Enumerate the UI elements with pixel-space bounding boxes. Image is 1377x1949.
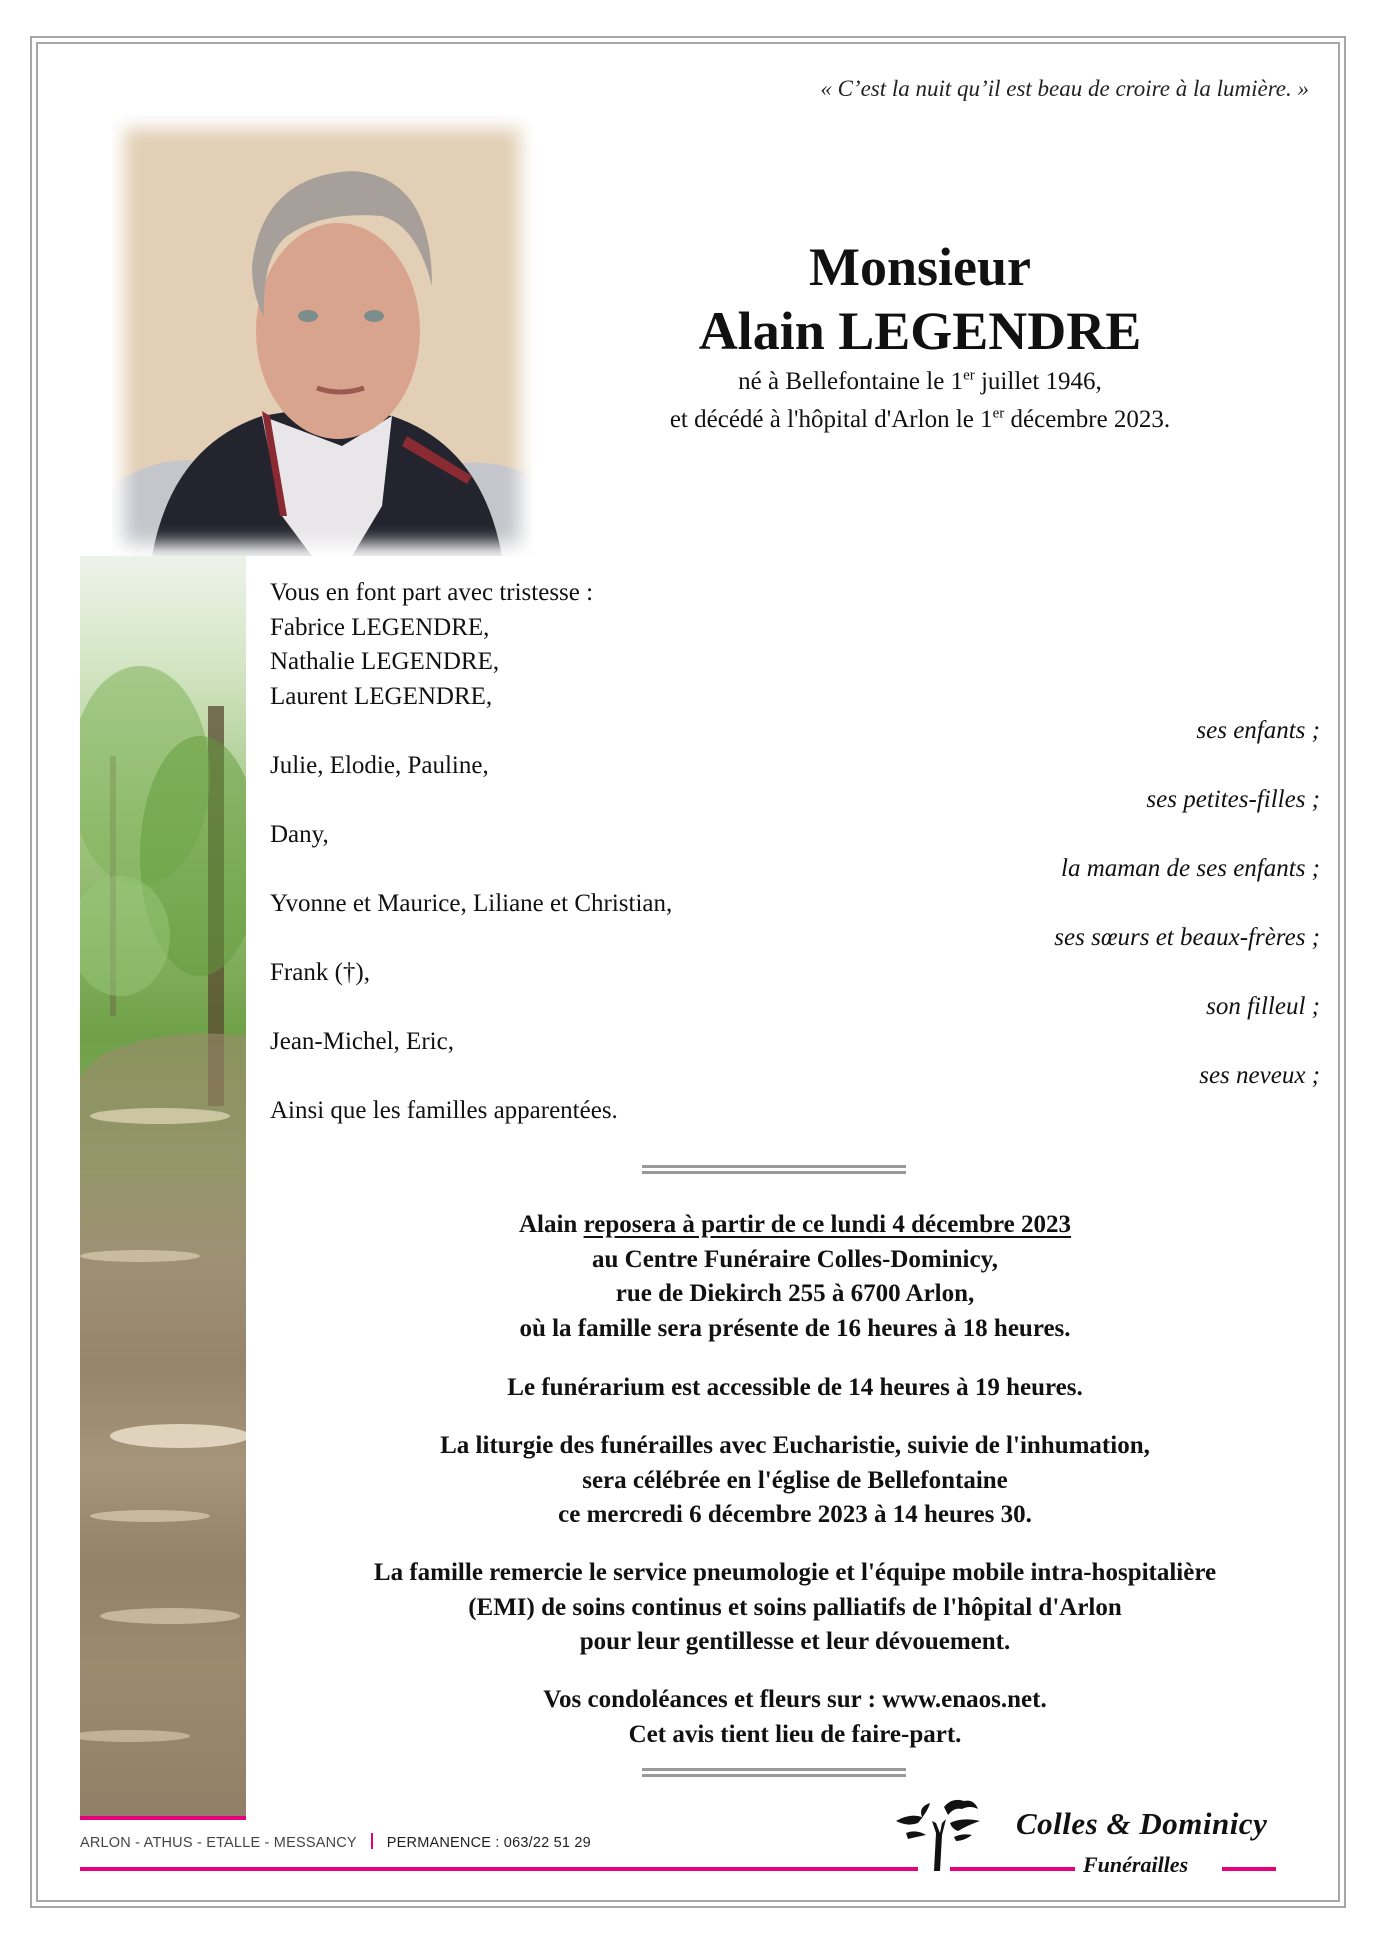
mourner-name: Yvonne et Maurice, Liliane et Christian, xyxy=(270,889,673,917)
section-divider xyxy=(642,1768,906,1777)
portrait-photo xyxy=(112,116,532,556)
footer-contact xyxy=(80,1833,591,1851)
mourner-relation: ses petites-filles ; xyxy=(1146,786,1320,813)
deceased-header xyxy=(560,235,1280,439)
mourners-intro: Vous en font part avec tristesse : xyxy=(270,579,594,606)
thanks-info: La famille remercie le service pneumologie et l'équipe mobile intra-hospitalière (EMI) de soins continus et soins palliatifs de l'hôpital d'Arlon pour leur gentillesse et leur dévouement. xyxy=(373,1559,1217,1655)
mourner-name: Julie, Elodie, Pauline, xyxy=(270,751,489,779)
mourner-relation: la maman de ses enfants ; xyxy=(1061,855,1320,882)
epigraph-quote: « C’est la nuit qu’il est beau de croire à la lumière. » xyxy=(820,76,1309,101)
mourner-name: Fabrice LEGENDRE, xyxy=(270,613,490,641)
brand-subtitle: Funérailles xyxy=(1083,1852,1189,1877)
mourners-list xyxy=(270,576,1320,1128)
mourner-relation: ses sœurs et beaux-frères ; xyxy=(1054,924,1320,951)
death-line: et décédé à l'hôpital d'Arlon le 1er décembre 2023. xyxy=(669,405,1171,433)
visitation-info: Alain reposera à partir de ce lundi 4 décembre 2023 au Centre Funéraire Colles-Dominicy, rue de Diekirch 255 à 6700 Arlon, où la famille sera présente de 16 heures à 18 heures. xyxy=(518,1211,1072,1342)
liturgy-info: La liturgie des funérailles avec Eucharistie, suivie de l'inhumation, sera célébrée en l'église de Bellefontaine ce mercredi 6 décembre 2023 à 14 heures 30. xyxy=(440,1432,1150,1528)
tree-logo-icon xyxy=(888,1793,988,1873)
mourner-relation: ses enfants ; xyxy=(1196,717,1320,744)
forest-path-image xyxy=(80,556,246,1818)
mourner-name: Dany, xyxy=(270,820,329,848)
mourner-name: Jean-Michel, Eric, xyxy=(270,1027,454,1055)
mourner-name: Laurent LEGENDRE, xyxy=(270,682,493,710)
condolences-info: Vos condoléances et fleurs sur : www.enaos.net. Cet avis tient lieu de faire-part. xyxy=(543,1686,1047,1748)
birth-line: né à Bellefontaine le 1er juillet 1946, xyxy=(738,367,1102,395)
deceased-name: Alain LEGENDRE xyxy=(698,301,1142,361)
footer-permanence: PERMANENCE : 063/22 51 29 xyxy=(386,1835,591,1851)
access-hours: Le funérarium est accessible de 14 heures à 19 heures. xyxy=(507,1374,1083,1401)
portrait-illustration xyxy=(112,116,532,556)
mourners-closing: Ainsi que les familles apparentées. xyxy=(270,1096,618,1124)
forest-accent-line xyxy=(80,1816,246,1820)
mourner-relation: ses neveux ; xyxy=(1199,1062,1320,1089)
visitation-date: reposera à partir de ce lundi 4 décembre 2023 xyxy=(583,1211,1072,1238)
brand-name: Colles & Dominicy xyxy=(1016,1806,1268,1841)
footer-separator xyxy=(371,1833,373,1849)
footer-accent-line xyxy=(1222,1867,1276,1871)
honorific: Monsieur xyxy=(809,237,1031,297)
footer-accent-line xyxy=(80,1867,918,1871)
footer-locations: ARLON - ATHUS - ETALLE - MESSANCY xyxy=(80,1835,357,1851)
mourner-relation: son filleul ; xyxy=(1206,993,1320,1020)
mourner-name: Frank (†), xyxy=(270,958,370,986)
section-divider xyxy=(642,1165,906,1174)
forest-illustration xyxy=(80,556,246,1818)
mourner-name: Nathalie LEGENDRE, xyxy=(270,648,500,675)
